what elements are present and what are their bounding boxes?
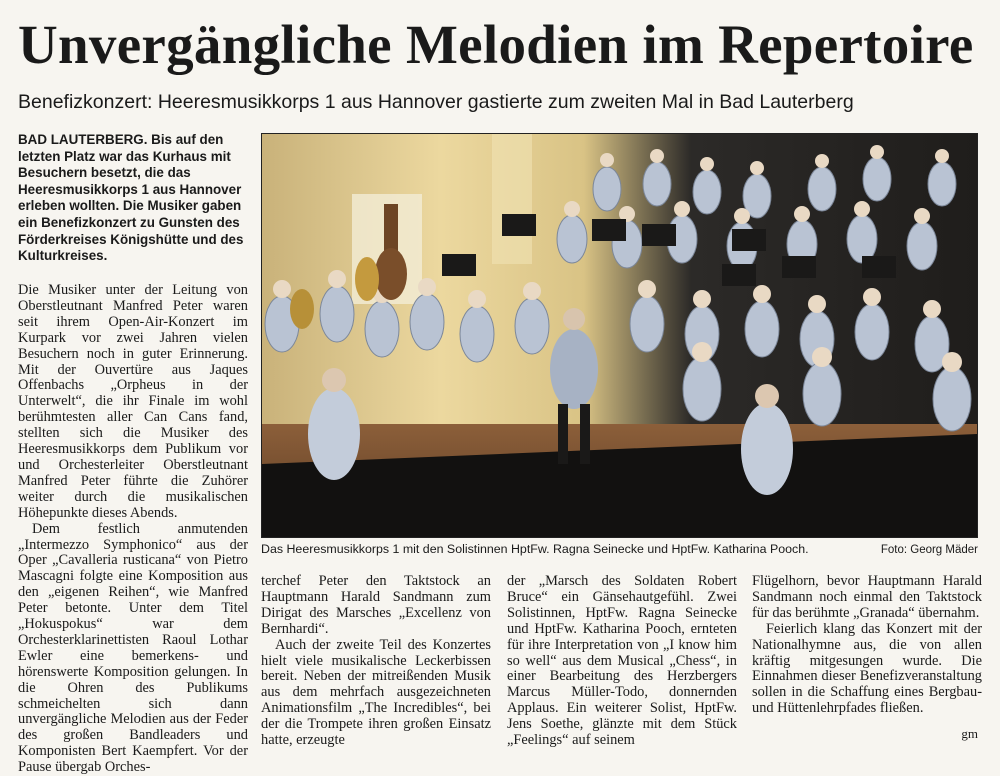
article-column-1 bbox=[18, 283, 248, 776]
photo-credit: Foto: Georg Mäder bbox=[880, 544, 978, 556]
body-paragraph: Feierlich klang das Konzert mit der Nationalhymne aus, die von allen kräftig mitgesungen wurde. Die Einnahmen dieser Benefizveranstaltung sollen in die Schaffung eines Bergbau- und Hüttenlehrpfades fließen. bbox=[752, 620, 982, 717]
body-paragraph: der „Marsch des Soldaten Robert Bruce“ ein Gänsehautgefühl. Zwei Solistinnen, HptFw. Ragna Seinecke und HptFw. Katharina Pooch, ernteten für ihre Interpretation von „I know him so well“ aus dem Musical „Chess“, in einer Bearbeitung des Herzbergers Marcus Müller-Todo, donnernden Applaus. Ein weiterer Solist, HptFw. Jens Soethe, glänzte mit dem Stück „Feelings“ auf seinem bbox=[507, 573, 737, 749]
author-signature: gm bbox=[961, 726, 978, 741]
body-paragraph: terchef Peter den Taktstock an Hauptmann Harald Sandmann zum Dirigat des Marsches „Excellenz von Bernhardi“. bbox=[261, 573, 491, 637]
orchestra-photo bbox=[261, 133, 978, 538]
body-paragraph: Die Musiker unter der Leitung von Oberstleutnant Manfred Peter waren seit ihrem Open-Air-Konzert im Kurpark vor zwei Jahren vielen Besuchern noch in guter Erinnerung. Mit der Ouvertüre aus Jaques Offenbachs „Orpheus in der Unterwelt“, die ihr Finale im wohl berühmtesten aller Can Cans fand, stellten sich die Musiker des Heeresmusikkorps dem Publikum vor und Orchesterleiter Oberstleutnant Manfred Peter führte die Zuhörer weiter durch die musikalischen Höhepunkte dieses Abends. bbox=[18, 282, 248, 521]
photo-caption: Das Heeresmusikkorps 1 mit den Solistinnen HptFw. Ragna Seinecke und HptFw. Katharina Pooch. bbox=[261, 542, 809, 556]
article-column-3 bbox=[507, 574, 737, 749]
body-paragraph: Dem festlich anmutenden „Intermezzo Symphonico“ aus der Oper „Cavalleria rusticana“ von Pietro Mascagni folgte eine Komposition aus den „eigenen Reihen“, wie Manfred Peter betonte. Unter dem Titel „Hokuspokus“ war dem Orchesterklarinettisten Raoul Lothar Ewler eine bemerkens- und hörenswerte Komposition gelungen. In die Ohren des Publikums schmeichelten sich dann unvergängliche Melodien aus der Feder des großen Bandleaders und Komponisten Bert Kaempfert. Vor der Pause übergab Orches- bbox=[18, 520, 248, 776]
article-column-2 bbox=[261, 574, 491, 749]
body-paragraph: Flügelhorn, bevor Hauptmann Harald Sandmann noch einmal den Taktstock für das berühmte „Granada“ übernahm. bbox=[752, 573, 982, 621]
subheadline: Benefizkonzert: Heeresmusikkorps 1 aus Hannover gastierte zum zweiten Mal in Bad Lauterberg bbox=[18, 91, 854, 113]
headline: Unvergängliche Melodien im Repertoire bbox=[18, 14, 974, 75]
orchestra-photo-illustration bbox=[262, 134, 977, 537]
article-column-4 bbox=[752, 574, 982, 717]
lead-paragraph: BAD LAUTERBERG. Bis auf den letzten Platz war das Kurhaus mit Besuchern besetzt, die das Heeresmusikkorps 1 aus Hannover erleben wollten. Die Musiker gaben ein Benefizkonzert zu Gunsten des Förderkreises Königshütte und des Kulturkreises. bbox=[18, 132, 244, 264]
body-paragraph: Auch der zweite Teil des Konzertes hielt viele musikalische Leckerbissen bereit. Neben der mitreißenden Musik aus dem mehrfach ausgezeichneten Animationsfilm „The Incredibles“, bei der die Trompete ihren großen Einsatz hatte, erzeugte bbox=[261, 636, 491, 749]
